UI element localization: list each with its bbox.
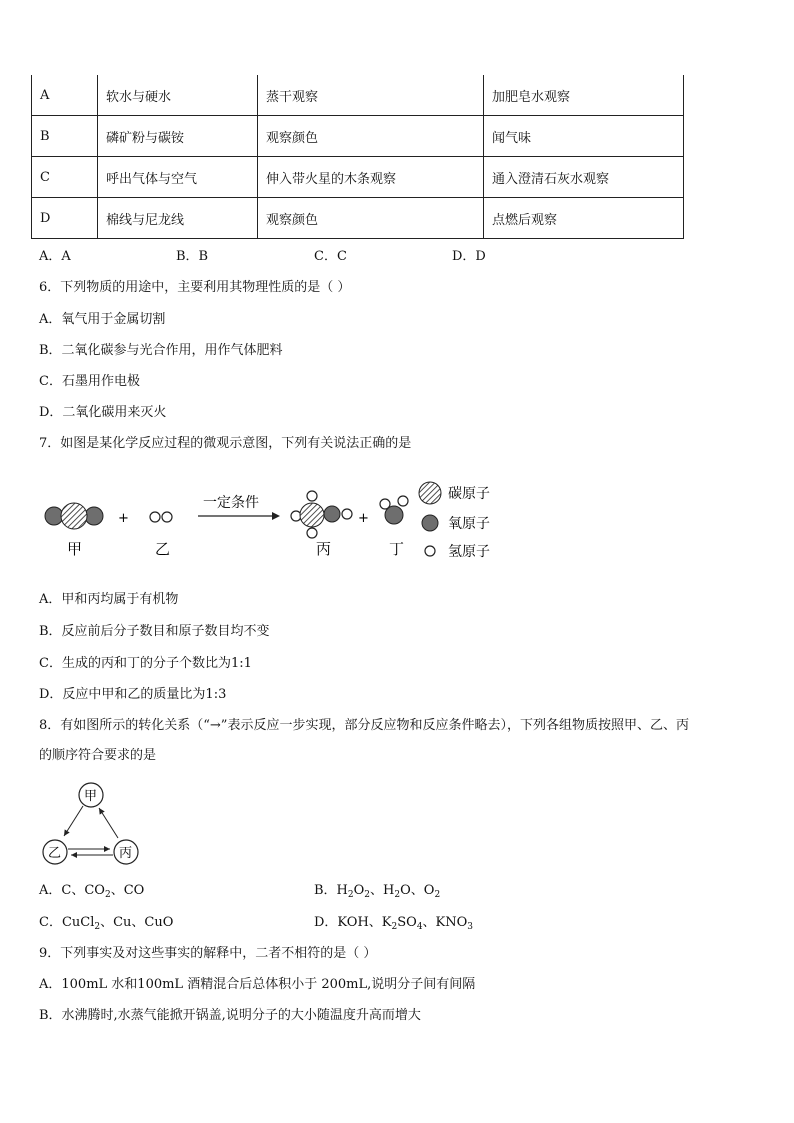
row-pair: 棉线与尼龙线 [98, 198, 258, 239]
label-ding: 丁 [389, 540, 405, 558]
q5-choice-d[interactable]: D．D [452, 249, 486, 264]
plus-sign: + [118, 511, 129, 526]
node-bing: 丙 [119, 846, 133, 861]
q8-option-b[interactable]: B．$H_2O_2$、$H_2O$、$O_2$ [314, 883, 441, 900]
arrow-icon [198, 512, 280, 520]
legend-carbon: 碳原子 [448, 486, 490, 502]
row-method2: 点燃后观察 [484, 198, 684, 239]
molecule-yi [150, 512, 172, 522]
row-label: D [32, 198, 98, 239]
q7-option-a[interactable]: A．甲和丙均属于有机物 [39, 592, 179, 607]
q8-stem-line2: 的顺序符合要求的是 [39, 748, 157, 763]
row-method1: 伸入带火星的木条观察 [258, 157, 484, 198]
q7-option-d[interactable]: D．反应中甲和乙的质量比为1:3 [39, 687, 227, 702]
q5-choice-a[interactable]: A．A [39, 249, 71, 264]
table-row [32, 157, 684, 198]
q6-option-a[interactable]: A．氧气用于金属切割 [39, 312, 166, 327]
label-bing: 丙 [316, 540, 332, 558]
legend-oxygen: 氧原子 [448, 516, 490, 532]
options-table [31, 75, 684, 239]
q9-option-b[interactable]: B．水沸腾时,水蒸气能掀开锅盖,说明分子的大小随温度升高而增大 [39, 1008, 421, 1023]
q8-stem-line1: 8．有如图所示的转化关系（“→”表示反应一步实现，部分反应物和反应条件略去），下列各组物质按照甲、乙、丙 [39, 718, 689, 733]
row-method1: 观察颜色 [258, 198, 484, 239]
row-method2: 通入澄清石灰水观察 [484, 157, 684, 198]
row-method2: 闻气味 [484, 116, 684, 157]
reaction-diagram [0, 470, 520, 570]
label-jia: 甲 [67, 540, 83, 558]
molecule-ding [380, 496, 408, 524]
q9-option-a[interactable]: A．100mL 水和100mL 酒精混合后总体积小于 200mL,说明分子间有间隔 [39, 977, 476, 992]
table-row [32, 75, 684, 116]
q7-stem: 7．如图是某化学反应过程的微观示意图，下列有关说法正确的是 [39, 436, 412, 451]
label-yi: 乙 [155, 540, 171, 558]
row-pair: 磷矿粉与碳铵 [98, 116, 258, 157]
row-pair: 软水与硬水 [98, 75, 258, 116]
table-row [32, 198, 684, 239]
row-method1: 蒸干观察 [258, 75, 484, 116]
legend [419, 482, 490, 560]
q6-option-b[interactable]: B．二氧化碳参与光合作用，用作气体肥料 [39, 343, 283, 358]
q8-option-a[interactable]: A．C、$CO_2$、CO [39, 883, 145, 900]
q5-choice-c[interactable]: C．C [314, 249, 347, 264]
plus-sign-2: + [358, 511, 369, 526]
row-pair: 呼出气体与空气 [98, 157, 258, 198]
molecule-bing [291, 491, 352, 538]
molecule-jia [45, 503, 103, 529]
row-label: C [32, 157, 98, 198]
row-label: B [32, 116, 98, 157]
reaction-condition: 一定条件 [203, 495, 259, 511]
node-jia: 甲 [84, 789, 98, 804]
q6-option-d[interactable]: D．二氧化碳用来灭火 [39, 405, 167, 420]
table-row [32, 116, 684, 157]
row-method2: 加肥皂水观察 [484, 75, 684, 116]
q8-option-d[interactable]: D．KOH、$K_2SO_4$、$KNO_3$ [314, 915, 474, 932]
conversion-diagram [30, 775, 160, 870]
q9-stem: 9．下列事实及对这些事实的解释中，二者不相符的是（ ） [39, 946, 377, 961]
q7-option-b[interactable]: B．反应前后分子数目和原子数目均不变 [39, 624, 270, 639]
q7-option-c[interactable]: C．生成的丙和丁的分子个数比为1:1 [39, 656, 252, 671]
q6-option-c[interactable]: C．石墨用作电极 [39, 374, 140, 389]
row-label: A [32, 75, 98, 116]
row-method1: 观察颜色 [258, 116, 484, 157]
legend-hydrogen: 氢原子 [448, 544, 490, 560]
node-yi: 乙 [48, 846, 62, 861]
q5-choice-b[interactable]: B．B [176, 249, 209, 264]
q8-option-c[interactable]: C．CuCl$_2$、Cu、CuO [39, 915, 174, 932]
q6-stem: 6．下列物质的用途中，主要利用其物理性质的是（ ） [39, 280, 351, 295]
